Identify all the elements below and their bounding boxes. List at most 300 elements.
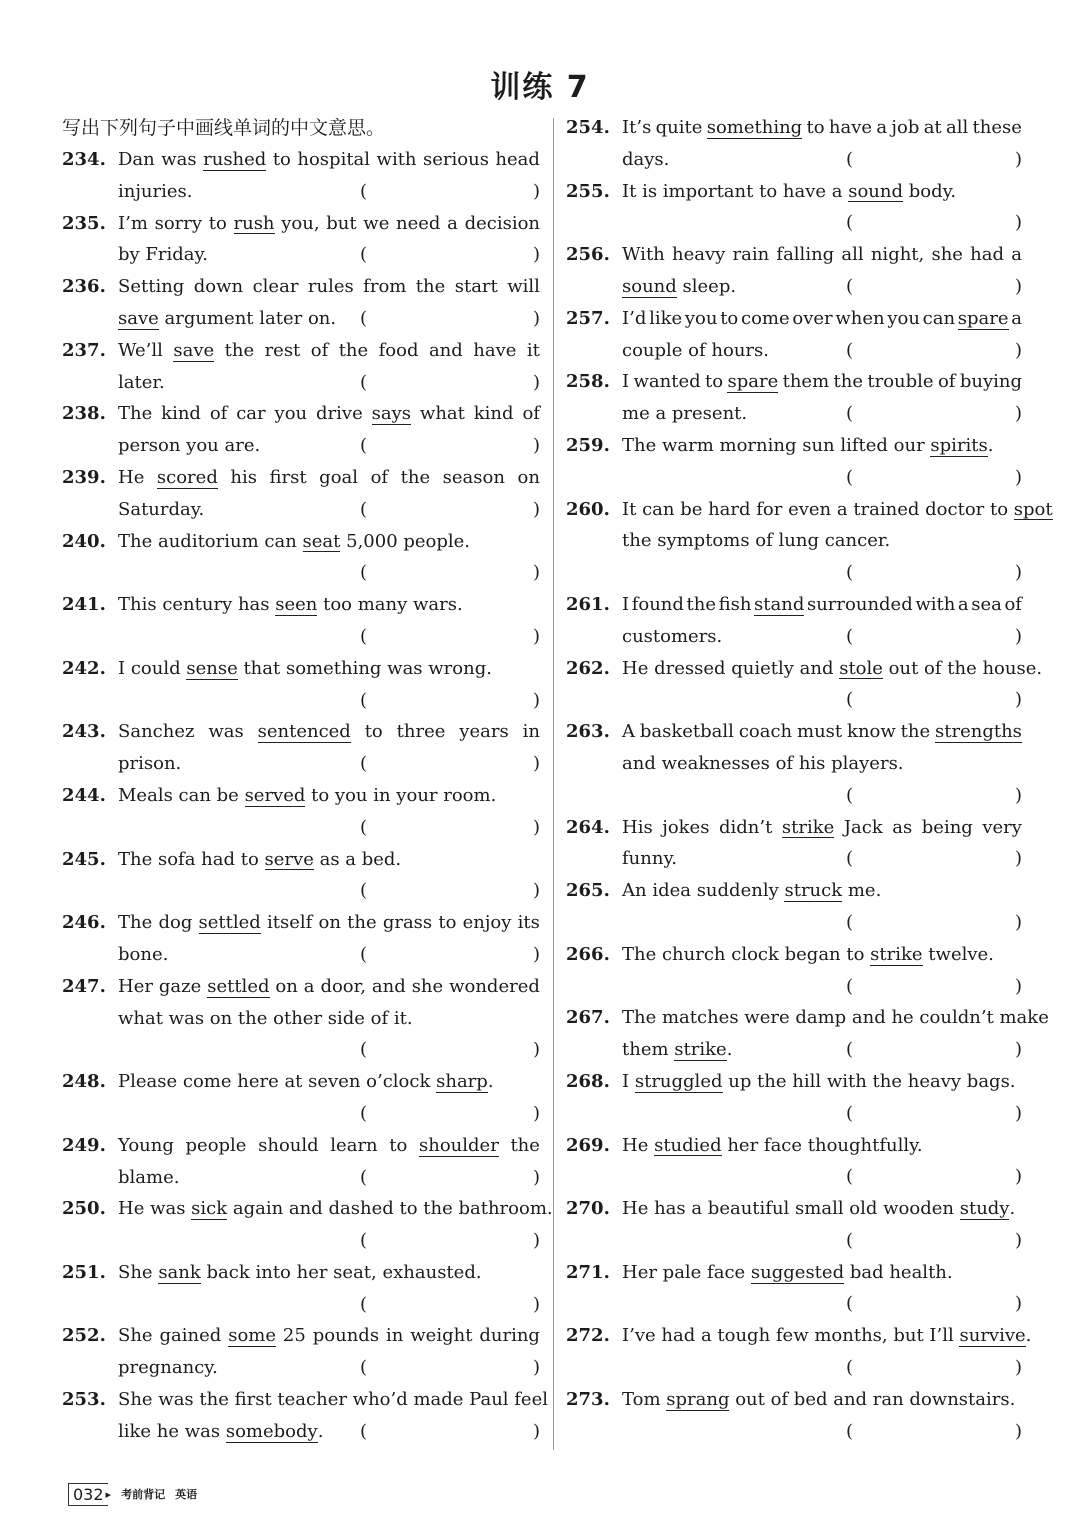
word: sorry	[154, 212, 203, 234]
answer-bracket-open[interactable]: (	[846, 339, 854, 361]
sentence-text	[118, 398, 540, 430]
word: in	[522, 721, 540, 743]
answer-bracket-close[interactable]: )	[532, 1102, 540, 1124]
answer-bracket-open[interactable]: (	[360, 180, 368, 202]
word-group	[207, 971, 269, 1003]
item-number: 259.	[566, 434, 610, 456]
answer-bracket-close[interactable]: )	[532, 753, 540, 775]
answer-line	[62, 557, 540, 589]
answer-bracket-open[interactable]: (	[360, 1293, 368, 1315]
sentence-text: Her pale face suggested bad health.	[622, 1261, 953, 1283]
answer-bracket-close[interactable]: )	[1014, 975, 1022, 997]
exercise-item	[62, 462, 540, 526]
answer-bracket-close[interactable]: )	[1014, 466, 1022, 488]
sentence-text	[118, 208, 540, 240]
word: need	[396, 212, 441, 234]
exercise-item	[566, 366, 1022, 430]
answer-blank	[62, 303, 540, 335]
exercise-item	[566, 875, 1022, 939]
word: Dan	[118, 149, 155, 170]
column-divider	[553, 118, 554, 1450]
answer-bracket-close[interactable]: )	[532, 689, 540, 711]
answer-bracket-close[interactable]: )	[532, 880, 540, 902]
underlined-word: somebody	[225, 1420, 318, 1442]
word: I’m	[118, 212, 148, 234]
item-number: 270.	[566, 1198, 610, 1220]
answer-bracket-close[interactable]: )	[532, 1039, 540, 1061]
answer-line	[566, 684, 1022, 716]
exercise-line	[566, 1002, 1049, 1034]
word: She	[118, 1325, 153, 1347]
word: itself	[267, 912, 313, 934]
page-number: 032	[68, 1483, 108, 1506]
exercise-item	[566, 112, 1022, 176]
answer-bracket-close[interactable]: )	[1014, 1293, 1022, 1315]
exercise-line	[566, 1384, 1022, 1416]
word: and	[371, 975, 406, 997]
exercise-line	[62, 398, 540, 430]
answer-bracket-close[interactable]: )	[1014, 1166, 1022, 1188]
exercise-item	[566, 494, 1053, 589]
answer-bracket-close[interactable]: )	[1014, 148, 1022, 170]
word: his	[230, 466, 257, 488]
item-number: 272.	[566, 1325, 610, 1347]
exercise-line	[566, 366, 1022, 398]
arrow-icon: ▸	[105, 1487, 112, 1501]
sentence-continued: what was on the other side of it.	[118, 1007, 413, 1029]
sentence-text	[118, 144, 540, 176]
exercise-line	[566, 430, 1022, 462]
answer-bracket-open[interactable]: (	[360, 1039, 368, 1061]
answer-bracket-close[interactable]: )	[532, 816, 540, 838]
answer-bracket-open[interactable]: (	[846, 466, 854, 488]
word: the	[510, 1134, 540, 1156]
word: you	[274, 403, 308, 425]
word: you	[887, 307, 920, 329]
word: and	[428, 339, 463, 361]
answer-bracket-close[interactable]: )	[1014, 1420, 1022, 1442]
answer-bracket-close[interactable]: )	[1014, 1102, 1022, 1124]
item-number: 240.	[62, 530, 106, 552]
word: to	[438, 912, 457, 934]
word: start	[454, 276, 498, 298]
sentence-continued: prison.	[118, 753, 182, 775]
word: I	[622, 593, 630, 615]
word: was	[161, 149, 197, 170]
word: car	[236, 403, 266, 425]
sentence-text	[622, 589, 1022, 621]
exercise-item	[62, 144, 540, 208]
word: kind	[473, 403, 514, 425]
word-group	[199, 907, 261, 939]
word: when	[835, 307, 885, 329]
answer-bracket-close[interactable]: )	[532, 1420, 540, 1442]
word-group	[157, 462, 218, 494]
word: dog	[158, 912, 193, 934]
underlined-word: stole	[839, 657, 883, 679]
answer-bracket-open[interactable]: (	[846, 848, 854, 870]
word: being	[921, 816, 973, 838]
answer-bracket-close[interactable]: )	[532, 1230, 540, 1252]
item-number: 237.	[62, 339, 106, 361]
exercise-list-right	[566, 112, 1053, 1447]
subject-label: 英语	[175, 1488, 198, 1501]
exercise-line	[62, 780, 540, 812]
word-group	[258, 716, 351, 748]
answer-bracket-open[interactable]: (	[846, 275, 854, 297]
sentence-text: The auditorium can seat 5,000 people.	[118, 530, 471, 552]
sentence-text: An idea suddenly struck me.	[622, 880, 882, 902]
word: serious	[423, 149, 489, 170]
sentence-text: She was the first teacher who’d made Paul feel	[118, 1389, 548, 1411]
exercise-line	[566, 939, 1022, 971]
answer-bracket-close[interactable]: )	[532, 180, 540, 202]
answer-bracket-open[interactable]: (	[846, 784, 854, 806]
sentence-continued: sound sleep.	[622, 275, 737, 297]
word-group	[958, 303, 1009, 335]
answer-bracket-close[interactable]: )	[532, 371, 540, 393]
word: down	[193, 276, 244, 298]
exercise-item	[566, 239, 1022, 303]
answer-bracket-open[interactable]: (	[360, 1102, 368, 1124]
answer-bracket-open[interactable]: (	[360, 562, 368, 584]
word: three	[396, 721, 446, 743]
word-group	[782, 812, 834, 844]
answer-bracket-open[interactable]: (	[360, 244, 368, 266]
answer-line	[566, 1352, 1022, 1384]
word: jokes	[662, 816, 710, 838]
exercise-item	[566, 812, 1022, 876]
word: the	[347, 912, 377, 934]
exercise-item	[62, 1257, 540, 1321]
underlined-word: save	[173, 339, 215, 361]
underlined-word: settled	[198, 912, 261, 934]
answer-bracket-open[interactable]: (	[360, 1357, 368, 1379]
answer-line	[62, 621, 540, 653]
word: grass	[382, 912, 433, 934]
sentence-text	[118, 907, 540, 939]
word: its	[517, 912, 540, 934]
exercise-line	[62, 526, 540, 558]
answer-bracket-open[interactable]: (	[360, 1166, 368, 1188]
item-number: 245.	[62, 848, 106, 870]
word: the	[833, 371, 863, 393]
item-number: 236.	[62, 276, 106, 298]
answer-bracket-open[interactable]: (	[360, 435, 368, 457]
sentence-text: Meals can be served to you in your room.	[118, 784, 497, 806]
sentence-text: This century has seen too many wars.	[118, 594, 463, 616]
word: must	[797, 721, 843, 743]
answer-bracket-open[interactable]: (	[846, 1166, 854, 1188]
item-number: 268.	[566, 1070, 610, 1092]
word: The	[118, 403, 153, 425]
answer-line	[62, 812, 540, 844]
word: years	[459, 721, 509, 743]
word: food	[378, 339, 419, 361]
answer-bracket-open[interactable]: (	[846, 911, 854, 933]
exercise-line	[62, 971, 540, 1003]
sentence-text: The matches were damp and he couldn’t make	[622, 1007, 1049, 1029]
sentence-text	[118, 971, 540, 1003]
answer-bracket-close[interactable]: )	[532, 307, 540, 329]
underlined-word: strike	[781, 816, 835, 838]
word: had	[970, 244, 1005, 266]
exercise-line	[62, 844, 540, 876]
exercise-line	[566, 1066, 1022, 1098]
word: 25	[282, 1325, 306, 1347]
answer-bracket-open[interactable]: (	[846, 1102, 854, 1124]
sentence-text: I struggled up the hill with the heavy bags.	[622, 1070, 1016, 1092]
word: people	[185, 1134, 247, 1156]
underlined-word: survive	[959, 1325, 1026, 1347]
word: the	[400, 466, 431, 488]
answer-bracket-open[interactable]: (	[846, 689, 854, 711]
answer-bracket-open[interactable]: (	[846, 625, 854, 647]
word: buying	[959, 371, 1022, 393]
exercise-item	[566, 303, 1022, 367]
word: coach	[738, 721, 793, 743]
answer-bracket-close[interactable]: )	[532, 625, 540, 647]
word: rules	[307, 276, 354, 298]
word: surrounded	[806, 593, 913, 615]
answer-blank	[62, 494, 540, 526]
answer-bracket-close[interactable]: )	[1014, 562, 1022, 584]
answer-bracket-close[interactable]: )	[1014, 911, 1022, 933]
answer-bracket-open[interactable]: (	[846, 1293, 854, 1315]
word: quite	[655, 117, 703, 138]
underlined-word: settled	[207, 975, 270, 997]
item-number: 235.	[62, 212, 106, 234]
word: head	[495, 149, 540, 170]
exercise-item	[566, 1257, 1022, 1321]
answer-bracket-close[interactable]: )	[532, 1357, 540, 1379]
exercise-line-continued	[62, 748, 540, 780]
exercise-line	[566, 716, 1022, 748]
answer-bracket-close[interactable]: )	[532, 562, 540, 584]
answer-bracket-close[interactable]: )	[1014, 689, 1022, 711]
answer-bracket-open[interactable]: (	[846, 1229, 854, 1251]
word: The	[118, 912, 153, 934]
answer-bracket-open[interactable]: (	[360, 816, 368, 838]
sentence-continued: me a present.	[622, 403, 748, 425]
word: the	[338, 339, 369, 361]
word: to	[208, 212, 227, 234]
exercise-item	[566, 176, 1022, 240]
sentence-continued: later.	[118, 371, 165, 393]
answer-bracket-close[interactable]: )	[532, 943, 540, 965]
exercise-line	[62, 335, 540, 367]
answer-bracket-close[interactable]: )	[532, 1293, 540, 1315]
answer-bracket-open[interactable]: (	[360, 943, 368, 965]
answer-bracket-close[interactable]: )	[532, 435, 540, 457]
answer-bracket-open[interactable]: (	[846, 148, 854, 170]
exercise-line	[566, 303, 1022, 335]
exercise-item	[62, 844, 540, 908]
underlined-word: sprang	[666, 1388, 730, 1410]
sentence-text: He has a beautiful small old wooden study.	[622, 1198, 1016, 1220]
word: the	[686, 593, 717, 615]
word: she	[411, 975, 444, 997]
word: pounds	[312, 1325, 380, 1347]
word: hospital	[297, 149, 371, 170]
answer-bracket-close[interactable]: )	[1014, 1357, 1022, 1379]
word: in	[385, 1325, 404, 1347]
word: of	[522, 403, 540, 425]
answer-bracket-open[interactable]: (	[360, 371, 368, 393]
word: will	[507, 276, 540, 298]
word: on	[517, 466, 540, 488]
exercise-line-continued	[62, 176, 540, 208]
underlined-word: sick	[191, 1198, 228, 1220]
item-number: 269.	[566, 1134, 610, 1156]
instruction: 写出下列句子中画线单词的中文意思。	[62, 117, 386, 139]
exercise-line	[566, 494, 1053, 526]
word: to	[720, 307, 739, 329]
answer-bracket-close[interactable]: )	[1014, 403, 1022, 425]
answer-line	[566, 1225, 1022, 1257]
underlined-word: stand	[754, 593, 805, 615]
answer-bracket-close[interactable]: )	[1014, 339, 1022, 361]
item-number: 265.	[566, 880, 610, 902]
exercise-item	[62, 1384, 548, 1448]
answer-bracket-close[interactable]: )	[1014, 625, 1022, 647]
answer-line	[566, 207, 1022, 239]
exercise-line	[566, 1130, 1022, 1162]
answer-bracket-open[interactable]: (	[360, 880, 368, 902]
sentence-continued: by Friday.	[118, 244, 209, 266]
answer-bracket-open[interactable]: (	[360, 753, 368, 775]
exercise-item	[62, 780, 540, 844]
exercise-item	[62, 907, 540, 971]
exercise-item	[62, 971, 540, 1066]
word: His	[622, 816, 653, 838]
sentence-text	[622, 366, 1022, 398]
item-number: 239.	[62, 466, 106, 488]
exercise-item	[62, 589, 540, 653]
item-number: 263.	[566, 721, 610, 743]
word: enjoy	[462, 912, 512, 934]
answer-bracket-open[interactable]: (	[846, 1357, 854, 1379]
sentence-text	[118, 1320, 540, 1352]
item-number: 244.	[62, 784, 106, 806]
exercise-item	[566, 1130, 1022, 1194]
answer-bracket-close[interactable]: )	[1014, 848, 1022, 870]
exercise-line	[62, 1066, 540, 1098]
underlined-word: some	[228, 1325, 276, 1347]
sentence-text: He studied her face thoughtfully.	[622, 1134, 923, 1156]
underlined-word: sentenced	[257, 721, 351, 743]
answer-bracket-close[interactable]: )	[532, 1166, 540, 1188]
word: can	[922, 307, 956, 329]
item-number: 251.	[62, 1261, 106, 1283]
underlined-word: says	[371, 403, 412, 425]
sentence-continued: injuries.	[118, 180, 193, 202]
answer-line	[62, 1225, 540, 1257]
exercise-line-continued	[62, 367, 540, 399]
page-footer	[68, 1480, 197, 1508]
answer-bracket-open[interactable]: (	[360, 689, 368, 711]
underlined-word: spare	[957, 307, 1009, 329]
underlined-word: rush	[233, 212, 275, 234]
exercise-line	[566, 112, 1022, 144]
underlined-word: suggested	[750, 1261, 845, 1283]
exercise-line	[566, 1320, 1032, 1352]
exercise-item	[566, 1066, 1022, 1130]
underlined-word: strike	[674, 1039, 727, 1061]
left-column	[62, 112, 553, 1448]
exercise-item	[62, 1066, 540, 1130]
sentence-text: The warm morning sun lifted our spirits.	[622, 434, 994, 456]
sentence-continued: the symptoms of lung cancer.	[622, 530, 891, 552]
exercise-line	[62, 907, 540, 939]
exercise-line-continued	[62, 1416, 540, 1448]
underlined-word: strengths	[935, 721, 1022, 743]
item-number: 247.	[62, 975, 106, 997]
item-number: 255.	[566, 180, 610, 202]
exercise-item	[566, 939, 1022, 1003]
sentence-continued: and weaknesses of his players.	[622, 752, 904, 774]
exercise-item	[62, 716, 540, 780]
answer-bracket-open[interactable]: (	[360, 1420, 368, 1442]
answer-bracket-open[interactable]: (	[846, 403, 854, 425]
item-number: 266.	[566, 943, 610, 965]
item-number: 258.	[566, 371, 610, 393]
underlined-word: strike	[870, 943, 923, 965]
word-group	[707, 112, 803, 144]
sentence-text	[118, 1130, 540, 1162]
answer-bracket-open[interactable]: (	[360, 625, 368, 647]
word-group	[173, 335, 214, 367]
answer-bracket-open[interactable]: (	[846, 212, 854, 234]
answer-bracket-close[interactable]: )	[532, 498, 540, 520]
word: we	[363, 212, 390, 234]
answer-bracket-open[interactable]: (	[846, 562, 854, 584]
item-number: 246.	[62, 912, 106, 934]
word-group	[727, 366, 778, 398]
word: weight	[410, 1325, 473, 1347]
answer-bracket-open[interactable]: (	[360, 498, 368, 520]
answer-bracket-close[interactable]: )	[1014, 212, 1022, 234]
word: what	[419, 403, 465, 425]
exercise-line	[566, 239, 1022, 271]
answer-bracket-close[interactable]: )	[1014, 784, 1022, 806]
word: all	[945, 117, 969, 138]
word: night,	[870, 244, 925, 266]
answer-bracket-close[interactable]: )	[1014, 1229, 1022, 1251]
word: with	[915, 593, 956, 615]
exercise-item	[62, 271, 540, 335]
answer-bracket-open[interactable]: (	[360, 307, 368, 329]
answer-bracket-open[interactable]: (	[846, 1039, 854, 1061]
exercise-line-continued	[566, 748, 1022, 780]
underlined-word: sound	[848, 180, 903, 202]
answer-bracket-open[interactable]: (	[360, 1230, 368, 1252]
answer-bracket-close[interactable]: )	[532, 244, 540, 266]
sentence-text: It can be hard for even a trained doctor to spot	[622, 498, 1053, 520]
answer-bracket-open[interactable]: (	[846, 1420, 854, 1442]
word: With	[622, 244, 665, 266]
answer-bracket-open[interactable]: (	[846, 975, 854, 997]
item-number: 273.	[566, 1388, 610, 1410]
underlined-word: struck	[784, 880, 843, 902]
answer-bracket-close[interactable]: )	[1014, 1039, 1022, 1061]
underlined-word: studied	[654, 1134, 722, 1156]
word: to	[364, 721, 383, 743]
word: these	[972, 117, 1022, 138]
answer-bracket-close[interactable]: )	[1014, 275, 1022, 297]
answer-blank	[566, 335, 1022, 367]
word: a	[1011, 244, 1022, 266]
